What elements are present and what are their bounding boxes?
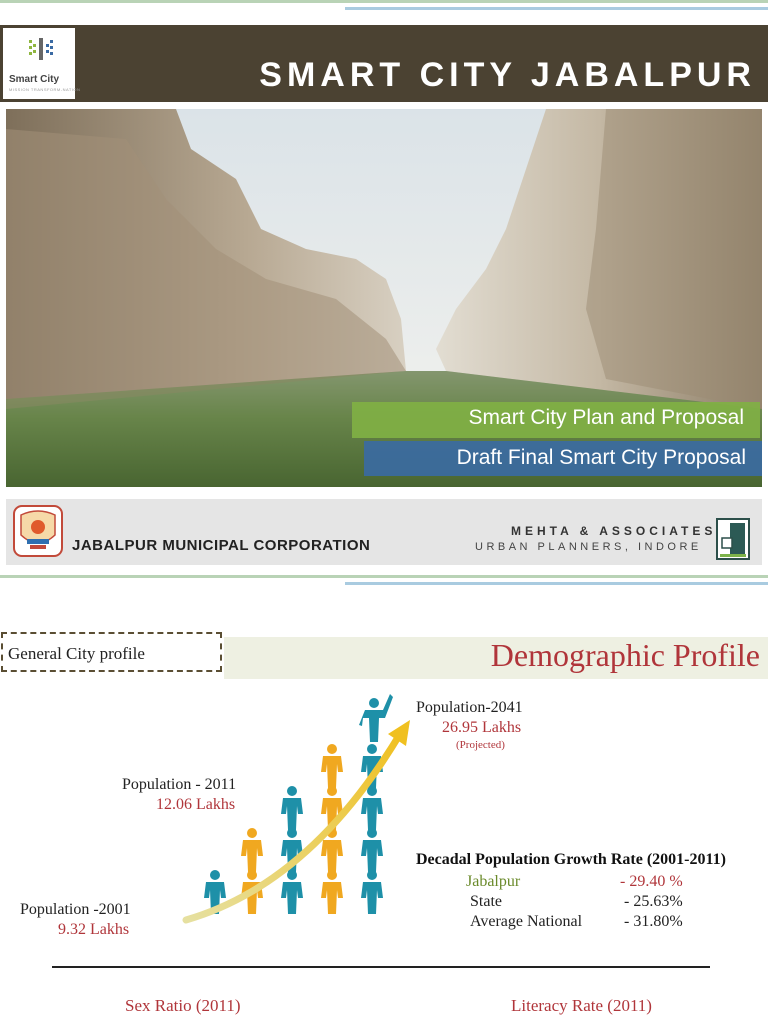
growth-row-jabalpur-value: - 29.40 % xyxy=(620,873,683,890)
literacy-heading: Literacy Rate (2011) xyxy=(511,996,652,1015)
demographic-title: Demographic Profile xyxy=(490,637,760,673)
slide-title: SMART CITY JABALPUR xyxy=(259,56,756,94)
jmc-name: JABALPUR MUNICIPAL CORPORATION xyxy=(72,537,371,554)
top-divider-blue xyxy=(345,7,768,10)
plan-ribbon-text: Smart City Plan and Proposal xyxy=(468,406,744,429)
smart-city-logo-icon xyxy=(27,36,55,66)
population-2011-value: 12.06 Lakhs xyxy=(156,796,236,813)
jmc-emblem-icon xyxy=(13,505,63,557)
top-divider-green xyxy=(0,0,768,3)
growth-row-jabalpur-name: Jabalpur xyxy=(466,873,521,890)
population-2041-value: 26.95 Lakhs xyxy=(442,719,522,736)
sex-ratio-heading: Sex Ratio (2011) xyxy=(125,996,241,1015)
growth-row-national-value: - 31.80% xyxy=(624,913,683,930)
logo-tagline: MISSION TRANSFORM-NATION xyxy=(9,87,81,92)
growth-row-national-name: Average National xyxy=(470,913,583,930)
population-2001-value: 9.32 Lakhs xyxy=(58,921,130,938)
population-2041-label: Population-2041 xyxy=(416,699,523,716)
logo-name: Smart City xyxy=(9,74,60,85)
section-label: General City profile xyxy=(8,644,145,663)
mid-divider-blue xyxy=(345,582,768,585)
population-2041-note: (Projected) xyxy=(456,739,505,751)
mid-divider-green xyxy=(0,575,768,578)
draft-ribbon xyxy=(364,441,762,476)
draft-ribbon-text: Draft Final Smart City Proposal xyxy=(456,446,746,469)
population-2001-label: Population -2001 xyxy=(20,901,131,918)
mehta-logo-icon xyxy=(716,518,750,560)
growth-rate-heading: Decadal Population Growth Rate (2001-2011) xyxy=(416,851,726,868)
growth-row-state-value: - 25.63% xyxy=(624,893,683,910)
population-2011-label: Population - 2011 xyxy=(122,776,237,793)
plan-ribbon xyxy=(352,402,760,438)
section-divider xyxy=(52,966,710,968)
mehta-name: MEHTA & ASSOCIATES xyxy=(511,524,717,538)
mehta-subtitle: URBAN PLANNERS, INDORE xyxy=(475,541,702,553)
growth-row-state-name: State xyxy=(470,893,502,910)
